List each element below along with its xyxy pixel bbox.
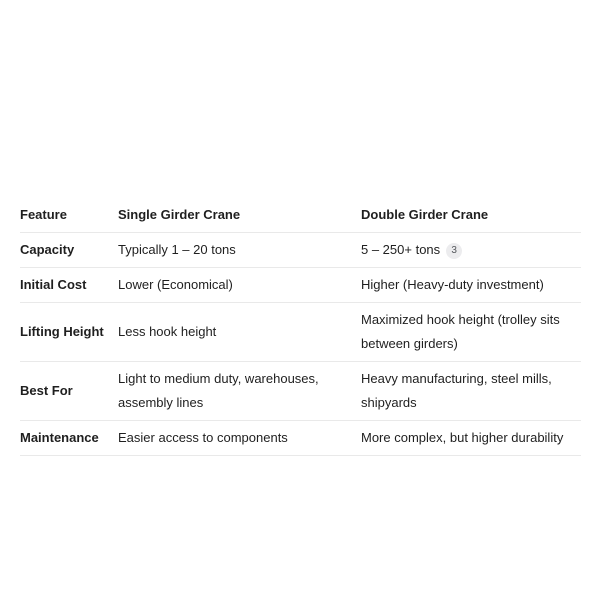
double-girder-value: Maximized hook height (trolley sits between girders) [361, 303, 581, 362]
table-row-lifting-height [20, 303, 581, 362]
double-girder-value: Higher (Heavy-duty investment) [361, 268, 581, 303]
column-header-double-girder: Double Girder Crane [361, 198, 581, 233]
crane-comparison-table [20, 198, 581, 456]
feature-label: Maintenance [20, 421, 118, 456]
feature-label: Initial Cost [20, 268, 118, 303]
feature-label: Capacity [20, 233, 118, 268]
citation-badge[interactable]: 3 [446, 243, 462, 259]
feature-label: Lifting Height [20, 303, 118, 362]
single-girder-value: Typically 1 – 20 tons [118, 233, 361, 268]
double-girder-value-text: 5 – 250+ tons [361, 242, 441, 257]
table-row-initial-cost [20, 268, 581, 303]
double-girder-value: More complex, but higher durability [361, 421, 581, 456]
table-header-row [20, 198, 581, 233]
single-girder-value: Lower (Economical) [118, 268, 361, 303]
single-girder-value: Easier access to components [118, 421, 361, 456]
double-girder-value [361, 233, 581, 268]
column-header-feature: Feature [20, 198, 118, 233]
table-row-maintenance [20, 421, 581, 456]
single-girder-value: Light to medium duty, warehouses, assembly lines [118, 362, 361, 421]
feature-label: Best For [20, 362, 118, 421]
column-header-single-girder: Single Girder Crane [118, 198, 361, 233]
single-girder-value: Less hook height [118, 303, 361, 362]
table-row-best-for [20, 362, 581, 421]
double-girder-value: Heavy manufacturing, steel mills, shipyards [361, 362, 581, 421]
table-row-capacity [20, 233, 581, 268]
